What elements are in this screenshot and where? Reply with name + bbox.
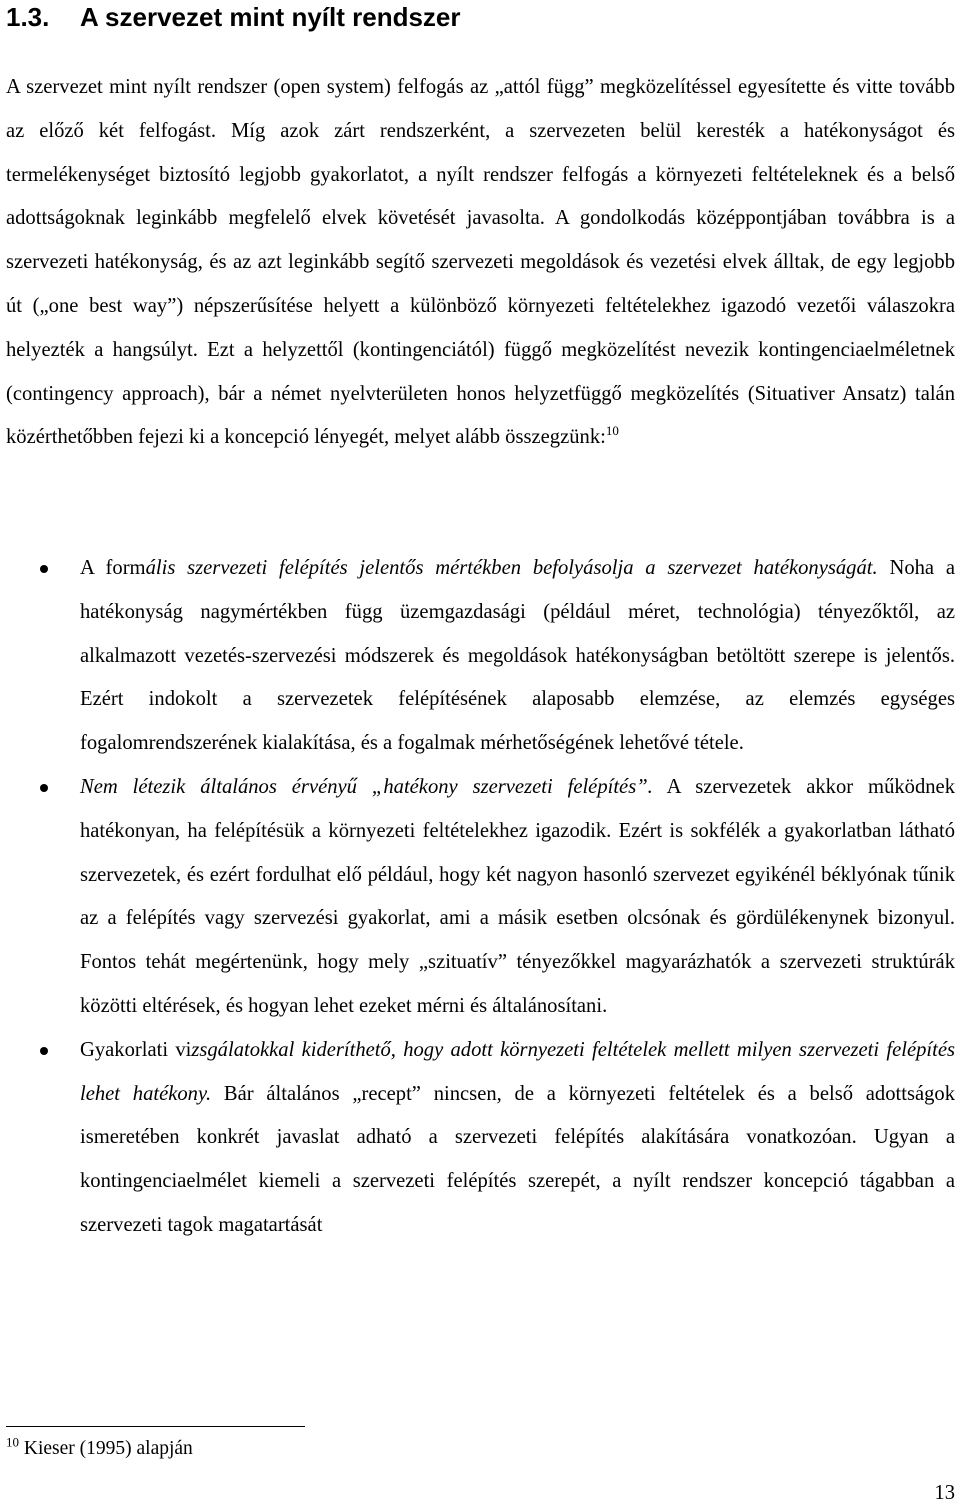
- list-item-text: Bár általános „recept” nincsen, de a környezeti feltételek és a belső adottságok ismeretében konkrét javaslat adható a szervezeti felépítés alakítására vonatkozóan. Ugyan a kontingenciaelmélet kiemeli a szervezeti felépítés szerepét, a nyílt rendszer koncepció tágabban a szervezeti tagok magatartását: [80, 1082, 955, 1236]
- footnote-number: 10: [6, 1434, 19, 1450]
- section-title: A szervezet mint nyílt rendszer: [80, 2, 461, 32]
- list-item-text: A szervezetek akkor működnek hatékonyan, ha felépítésük a környezeti feltételekhez igazodik. Ezért is sokfélék a gyakorlatban látható szervezetek, és ezért fordulhat elő például, hogy két nagyon hasonló szervezet egyikénél béklyónak tűnik az a felépítés vagy szervezési gyakorlat, ami a másik esetben olcsónak és gördülékenynek bizonyul. Fontos tehát megértenünk, hogy mely „szituatív” tényezőkkel magyarázhatók a szervezeti struktúrák közötti eltérések, és hogyan lehet ezeket mérni és általánosítani.: [80, 775, 955, 1017]
- list-item-emphasis: zsgálatokkal kideríthető, hogy adott környezeti feltételek mellett milyen szervezeti felépítés lehet hatékony.: [80, 1038, 956, 1105]
- list-item: [0, 547, 955, 766]
- footnote-separator: [6, 1426, 305, 1427]
- list-item: [0, 766, 955, 1029]
- list-item: [0, 1029, 955, 1248]
- list-item-plain-lead: A form: [80, 557, 146, 579]
- intro-paragraph: [6, 66, 955, 460]
- section-heading: [6, 0, 461, 34]
- footnote-text: Kieser (1995) alapján: [23, 1438, 193, 1459]
- footnote: [6, 1436, 193, 1462]
- list-item-text: Noha a hatékonyság nagymértékben függ üzemgazdasági (például méret, technológia) tényezőktől, az alkalmazott vezetés-szervezési módszerek és megoldások hatékonyságban betöltött szerepe is jelentős. Ezért indokolt a szervezetek felépítésének alaposabb elemzése, az elemzés egységes fogalomrendszerének kialakítása, és a fogalmak mérhetőségének lehetővé tétele.: [80, 557, 956, 755]
- page-number: 13: [934, 1482, 955, 1504]
- bullet-list: [0, 547, 955, 1248]
- list-item-plain-lead: Gyakorlati vi: [80, 1038, 192, 1061]
- footnote-reference: 10: [605, 423, 619, 439]
- intro-text: A szervezet mint nyílt rendszer (open system) felfogás az „attól függ” megközelítéssel egyesítette és vitte tovább az előző két felfogást. Míg azok zárt rendszerként, a szervezeten belül keresték a hatékonyságot és termelékenységet biztosító legjobb gyakorlatot, a nyílt rendszer felfogás a környezeti feltételeknek és a belső adottságoknak leginkább megfelelő elvek követését javasolta. A gondolkodás középpontjában továbbra is a szervezeti hatékonyság, és az azt leginkább segítő szervezeti megoldások és vezetési elvek álltak, de egy legjobb út („one best way”) népszerűsítése helyett a különböző környezeti feltételekhez igazodó vezetői válaszokra helyezték a hangsúlyt. Ezt a helyzettől (kontingenciától) függő megközelítést nevezik kontingenciaelméletnek (contingency approach), bár a német nyelvterületen honos helyzetfüggő megközelítés (Situativer Ansatz) talán közérthetőbben fejezi ki a koncepció lényegét, melyet alább összegzünk:: [6, 76, 955, 449]
- list-item-emphasis: ális szervezeti felépítés jelentős mértékben befolyásolja a szervezet hatékonyságát.: [145, 557, 878, 579]
- list-item-emphasis: Nem létezik általános érvényű „hatékony szervezeti felépítés”.: [80, 775, 653, 798]
- bullet-icon: [40, 1047, 48, 1055]
- section-number: 1.3.: [6, 2, 50, 32]
- bullet-icon: [40, 784, 48, 792]
- bullet-icon: [40, 565, 48, 573]
